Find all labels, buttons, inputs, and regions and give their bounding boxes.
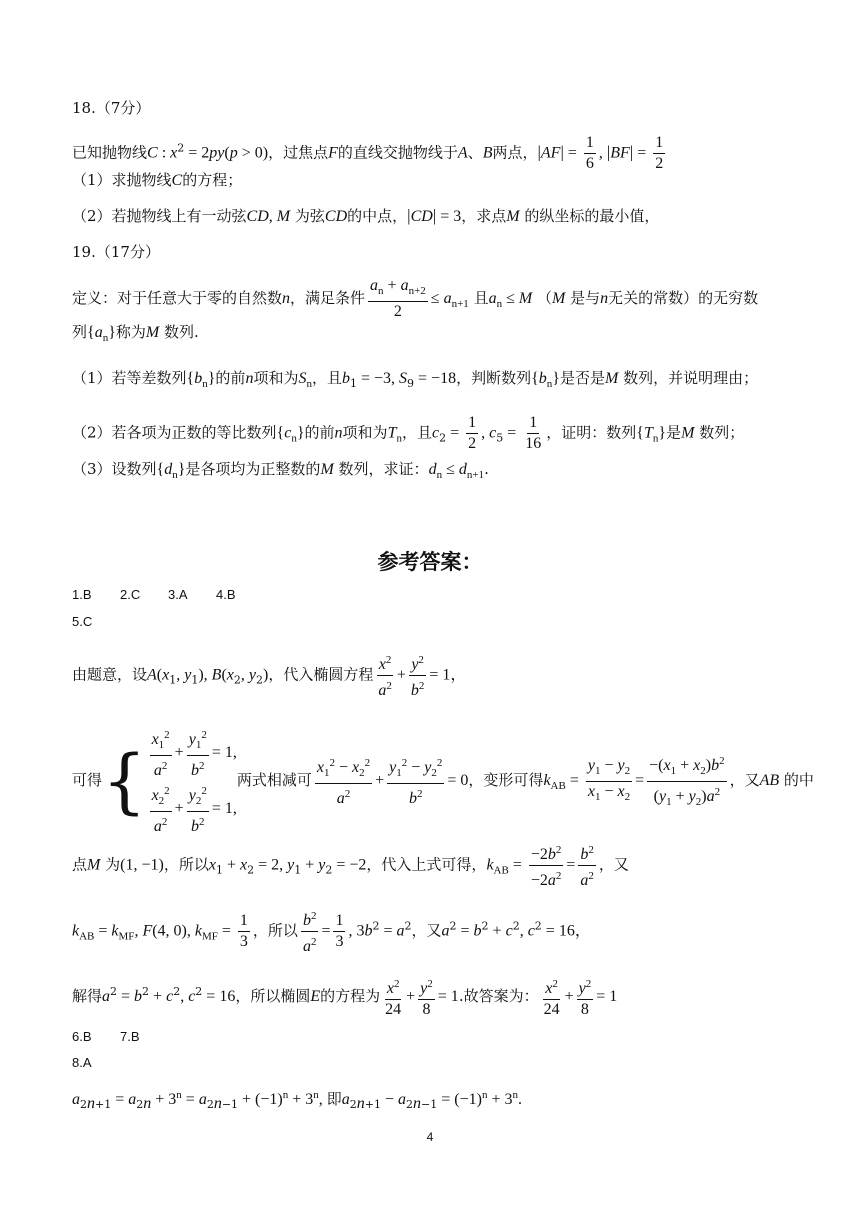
q18-stem: 已知抛物线C : $x^2 = 2py(p > 0)$，过焦点F的直线交抛物线于A、B两点，|AF| = $\frac{1}{6}$ , |BF| = $\frac{1}{2}$ xyxy=(72,134,664,172)
solution-line-5: 解得$a^2 = b^2 + c^2$, $c^2 = 16$，所以椭圆E的方程为 $\frac{x^2}{24}$ + $\frac{y^2}{8}$ = 1.故答案为： $\frac{x^2}{24}$ + $\frac{y^2}{8}$ = 1 xyxy=(72,974,617,1020)
solution-line-4: $k_{AB} = k_{MF}$, F(4, 0), $k_{MF}$ = $\frac{1}{3}$ ，所以 $\frac{b^2}{a^2}$ = $\frac{1}{3}$ , $3b^2 = a^2$，又$a^2 = b^2 + c^2$, $c^2 = 16$， xyxy=(72,906,591,957)
answers-title: 参考答案： xyxy=(377,550,483,574)
q19-header: 19.（17分） xyxy=(72,243,160,261)
q19-part2: （2）若各项为正数的等比数列$\{c_n\}$的前n项和为$T_n$，且$c_2$ = $\frac{1}{2}$ , $c_5$ = $\frac{1}{16}$ ，证明：数列$\{T_n\}$是M 数列； xyxy=(72,414,745,452)
q18-header: 18.（7分） xyxy=(72,99,151,117)
answer-row-1: 1.B 2.C 3.A 4.B xyxy=(72,587,236,602)
answer-row-2: 6.B 7.B xyxy=(72,1029,140,1044)
q19-definition-line1: 定义：对于任意大于零的自然数n，满足条件 $\frac{a_n + a_{n+2}}{2}$ ≤ $a_{n+1}$ 且$a_n \le M$ （M 是与n无关的常数）的无穷数 xyxy=(72,277,759,320)
q19-definition-line2: 列$\{a_n\}$称为M 数列. xyxy=(72,323,199,344)
solution-line-1: 由题意，设$A(x_1$, $y_1$), $B(x_2$, $y_2$)，代入椭圆方程 $\frac{x^2}{a^2}$ + $\frac{y^2}{b^2}$ = 1， xyxy=(72,650,466,701)
q19-part3: （3）设数列$\{d_n\}$是各项均为正整数的M 数列，求证：$d_n \le d_{n+1}$. xyxy=(72,460,489,481)
solution-q8: $a_{2n+1} = a_{2n} + 3^n = a_{2n-1} + (-1)^n + 3^n$, 即$a_{2n+1} - a_{2n-1} = (-1)^n + 3^n$. xyxy=(72,1089,522,1112)
q18-part1: （1）求抛物线C的方程； xyxy=(72,171,243,189)
answer-q8: 8.A xyxy=(72,1055,92,1070)
q19-part1: （1）若等差数列$\{b_n\}$的前n项和为$S_n$，且$b_1 = -3$, $S_9 = -18$，判断数列$\{b_n\}$是否是M 数列，并说明理由； xyxy=(72,369,759,390)
solution-line-2: 可得{ $\frac{x_1^2}{a^2}$ + $\frac{y_1^2}{b^2}$ = 1, $\frac{x_2^2}{a^2}$ + $\frac{y_2^2}{b^2}$ = 1, 两式相减可 $\frac{x_1^2 - x_2^2}{a^2}$ + $\frac{y_1^2 - y_2^2}{b^2}$ = 0，变形可得$k_{AB}$ = $\frac{y_1 - y_2}{x_1 - x_2}$ = $\frac{-(x_1 + x_2)b^2}{(y_1 + y_2)a^2}$ ，又AB 的中 xyxy=(72,725,814,837)
solution-line-3: 点M 为(1, −1)，所以$x_1 + x_2 = 2$, $y_1 + y_2 = -2$，代入上式可得，$k_{AB}$ = $\frac{-2b^2}{-2a^2}$ = $\frac{b^2}{a^2}$ ，又 xyxy=(72,840,629,891)
q18-part2: （2）若抛物线上有一动弦CD, M 为弦CD的中点，|CD| = 3，求点M 的纵坐标的最小值， xyxy=(72,206,660,225)
page-number: 4 xyxy=(426,1130,434,1144)
answer-q5: 5.C xyxy=(72,614,93,629)
